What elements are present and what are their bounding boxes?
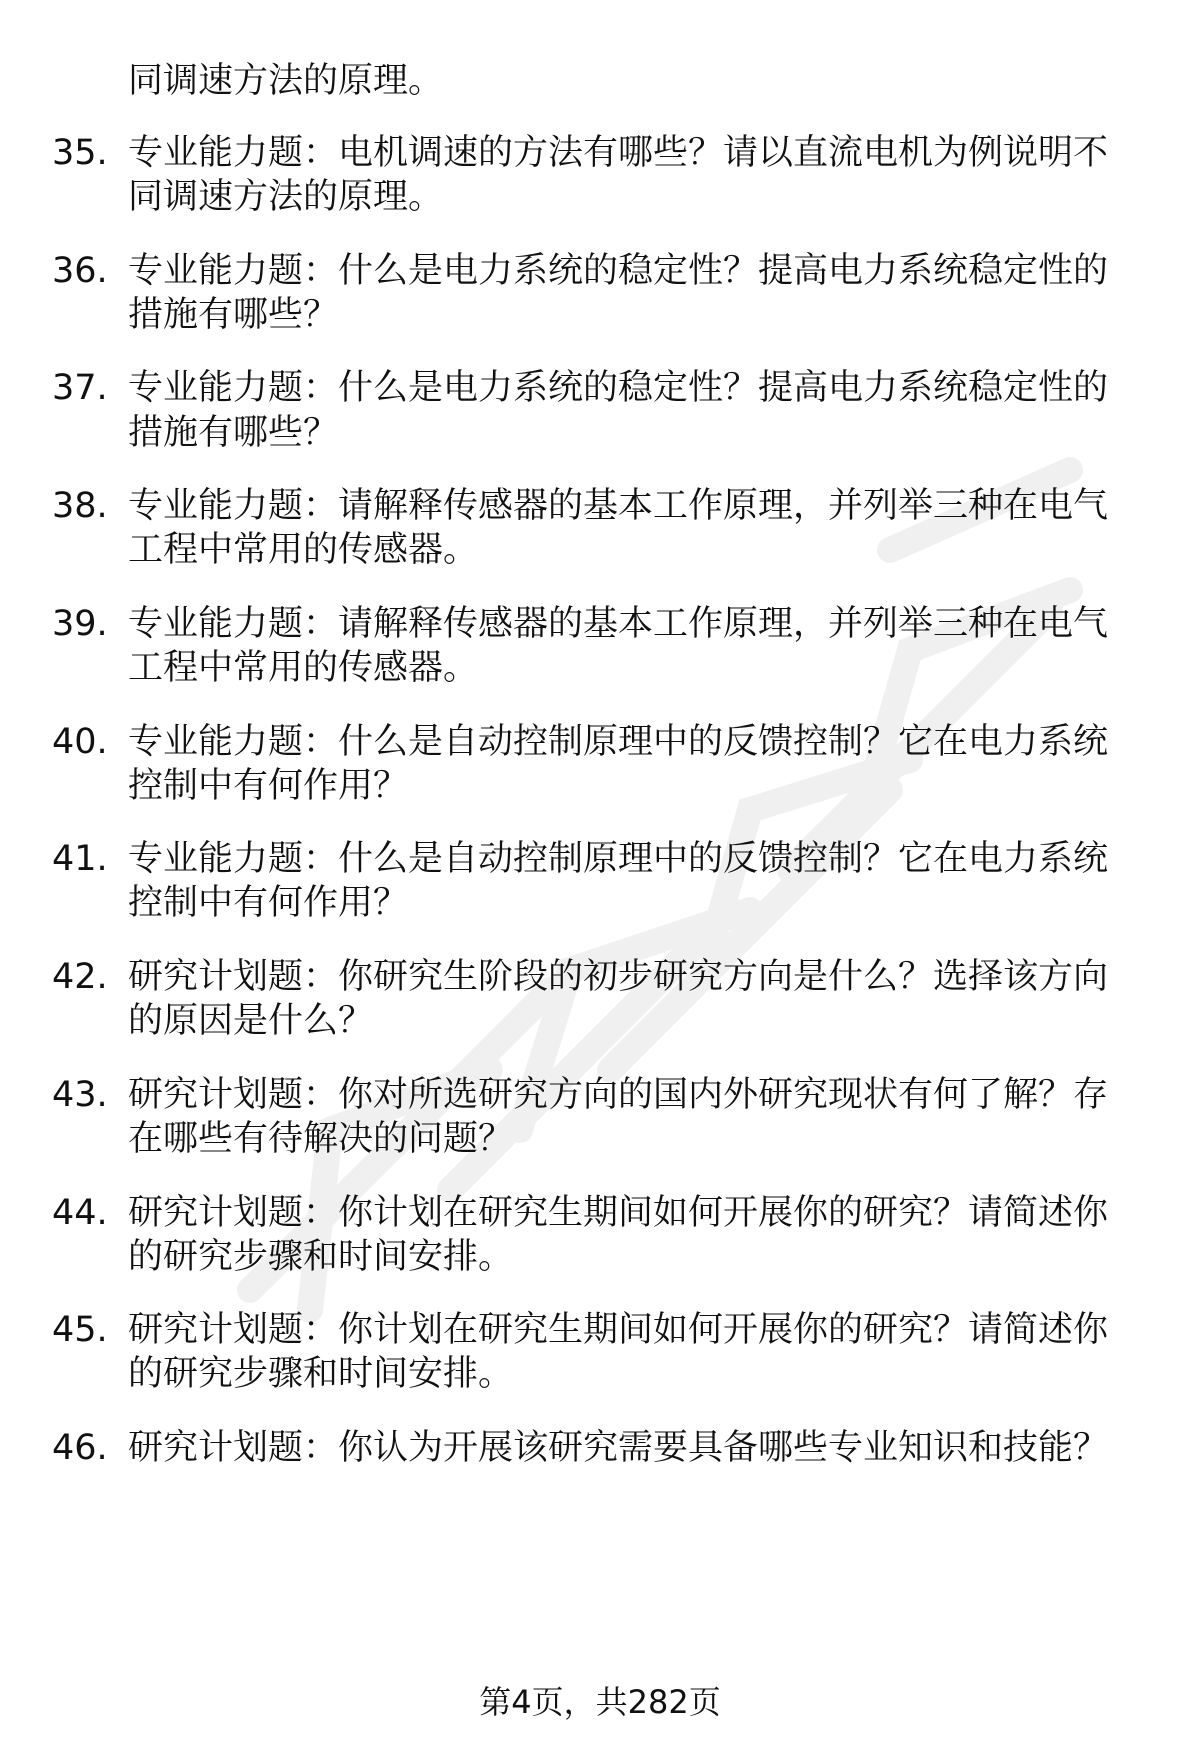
list-item-line: 专业能力题：电机调速的方法有哪些？请以直流电机为例说明不 [128,133,1109,173]
list-item-number: 46. [52,1428,108,1468]
list-item-number: 36. [52,251,108,291]
list-item-number: 41. [52,839,108,879]
page-footer: 第4页，共282页 [479,1683,721,1721]
list-item-line: 的原因是什么？ [128,1001,374,1041]
list-item-number: 43. [52,1075,108,1115]
list-item-line: 研究计划题：你对所选研究方向的国内外研究现状有何了解？存 [128,1075,1109,1115]
list-item-line: 措施有哪些？ [128,295,339,335]
list-item-line: 研究计划题：你认为开展该研究需要具备哪些专业知识和技能？ [128,1428,1109,1468]
list-item-number: 38. [52,486,108,526]
list-item-line: 工程中常用的传感器。 [128,648,479,688]
list-item-number: 37. [52,368,108,408]
list-item-line: 在哪些有待解决的问题？ [128,1119,514,1159]
list-item-continuation: 同调速方法的原理。 [128,61,444,101]
list-item-line: 研究计划题：你研究生阶段的初步研究方向是什么？选择该方向 [128,957,1109,997]
list-item-number: 35. [52,133,108,173]
list-item-line: 专业能力题：什么是自动控制原理中的反馈控制？它在电力系统 [128,839,1109,879]
list-item-line: 措施有哪些？ [128,413,339,453]
list-item-number: 39. [52,604,108,644]
list-item-number: 40. [52,722,108,762]
list-item-number: 42. [52,957,108,997]
list-item-line: 的研究步骤和时间安排。 [128,1354,514,1394]
list-item-line: 的研究步骤和时间安排。 [128,1237,514,1277]
list-item-line: 专业能力题：请解释传感器的基本工作原理，并列举三种在电气 [128,604,1109,644]
list-item-line: 专业能力题：什么是电力系统的稳定性？提高电力系统稳定性的 [128,251,1109,291]
list-item-line: 研究计划题：你计划在研究生期间如何开展你的研究？请简述你 [128,1310,1109,1350]
list-item-line: 同调速方法的原理。 [128,177,444,217]
list-item-number: 45. [52,1310,108,1350]
list-item-line: 控制中有何作用？ [128,883,409,923]
list-item-line: 研究计划题：你计划在研究生期间如何开展你的研究？请简述你 [128,1193,1109,1233]
list-item-line: 专业能力题：什么是自动控制原理中的反馈控制？它在电力系统 [128,722,1109,762]
list-item-line: 专业能力题：请解释传感器的基本工作原理，并列举三种在电气 [128,486,1109,526]
list-item-line: 工程中常用的传感器。 [128,530,479,570]
list-item-number: 44. [52,1193,108,1233]
list-item-line: 控制中有何作用？ [128,766,409,806]
list-item-line: 专业能力题：什么是电力系统的稳定性？提高电力系统稳定性的 [128,368,1109,408]
